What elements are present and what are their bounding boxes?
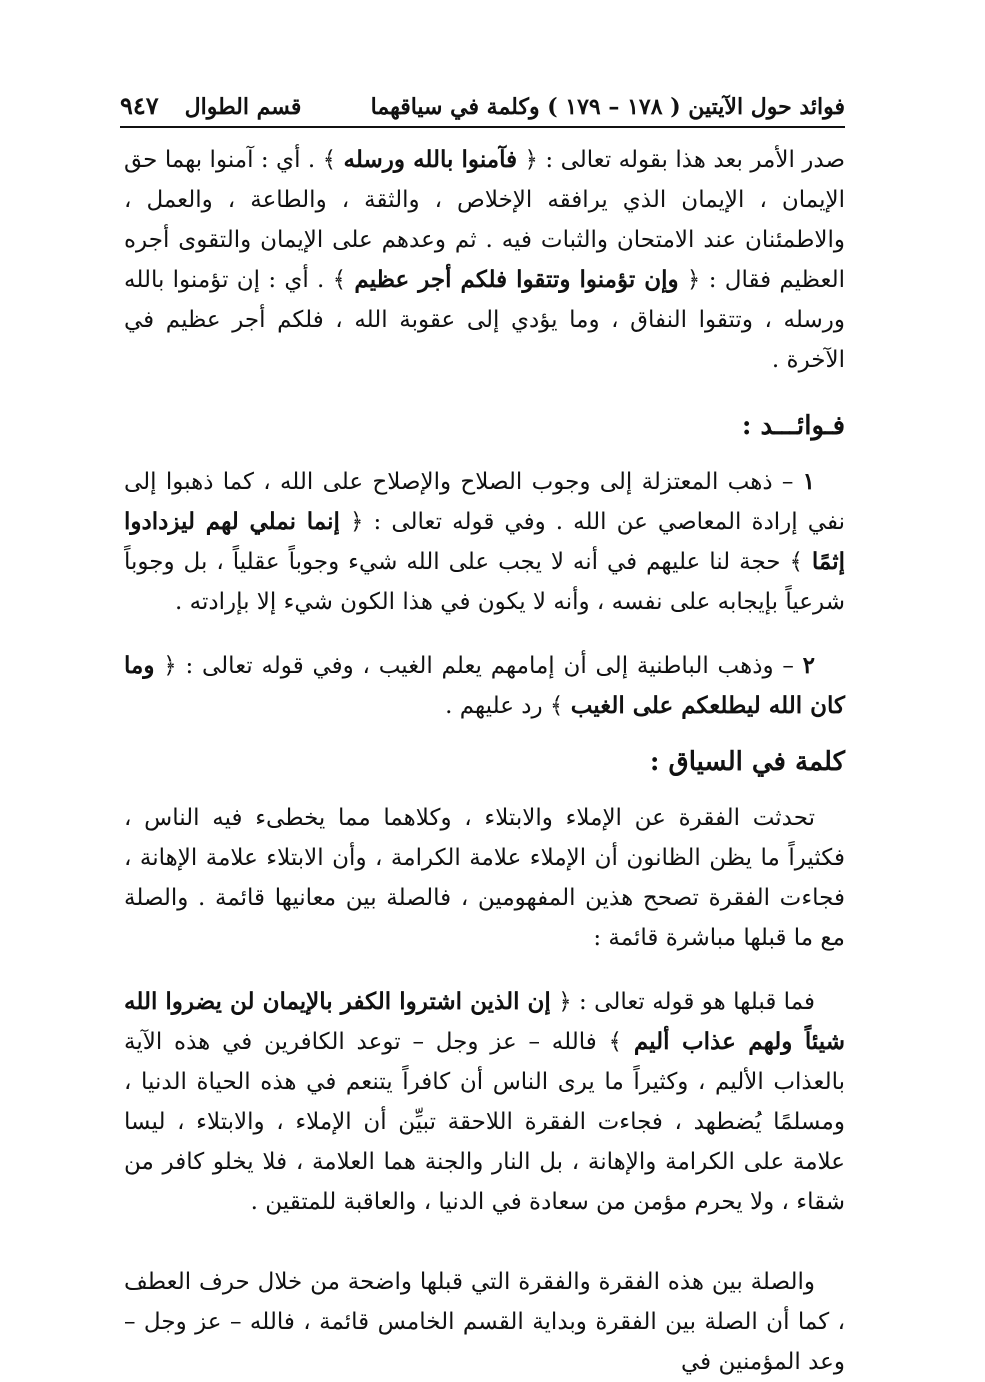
quran-quote: وإن تؤمنوا وتتقوا فلكم أجر عظيم xyxy=(354,266,679,293)
text-run: فما قبلها هو قوله تعالى : ﴿ xyxy=(550,989,815,1015)
heading-siyaq: كلمة في السياق : xyxy=(649,747,845,777)
quran-quote: إن الذين اشتروا الكفر بالإيمان لن يضروا الله شيئاً ولهم عذاب أليم xyxy=(124,988,845,1055)
context-paragraph-2 xyxy=(124,982,845,1222)
benefit-number: ٢ xyxy=(802,652,815,679)
context-paragraph-3: والصلة بين هذه الفقرة والفقرة التي قبلها واضحة من خلال حرف العطف ، كما أن الصلة بين الفقرة وبداية القسم الخامس قائمة ، فالله – عز وجل – وعد المؤمنين في xyxy=(124,1269,845,1375)
text-run: ﴾ . أي : إن تؤمنوا بالله ورسله ، وتتقوا النفاق ، وما يؤدي إلى عقوبة الله ، فلكم أجر عظيم في الآخرة . xyxy=(124,267,845,373)
page-body xyxy=(124,140,845,1382)
quran-quote: وما كان الله ليطلعكم على الغيب xyxy=(124,652,845,719)
running-title: فوائد حول الآيتين ( ١٧٨ – ١٧٩ ) وكلمة في سياقهما xyxy=(370,94,845,120)
quran-quote: فآمنوا بالله ورسله xyxy=(343,146,518,173)
header-rule xyxy=(120,126,845,128)
page-number: ٩٤٧ xyxy=(120,91,159,120)
section-name: قسم الطوال xyxy=(184,94,302,120)
heading-fawaid: فـوائـــد : xyxy=(741,411,845,441)
context-paragraph-1: تحدثت الفقرة عن الإملاء والابتلاء ، وكلاهما مما يخطىء فيه الناس ، فكثيراً ما يظن الظانون أن الإملاء علامة الكرامة ، وأن الابتلاء علامة الإهانة ، فجاءت الفقرة تصحح هذين المفهومين ، فالصلة بين معانيها قائمة . والصلة مع ما قبلها مباشرة قائمة : xyxy=(124,805,845,951)
paragraph-intro xyxy=(124,140,845,380)
quran-quote: إنما نملي لهم ليزدادوا إثمًا xyxy=(124,508,845,575)
text-run: ﴾ حجة لنا عليهم في أنه لا يجب على الله شيء وجوباً عقلياً ، بل وجوباً شرعياً بإيجابه على نفسه ، وأنه لا يكون في هذا الكون شيء إلا بإرادته . xyxy=(124,549,845,615)
benefit-number: ١ xyxy=(802,468,815,495)
text-run: – وذهب الباطنية إلى أن إمامهم يعلم الغيب ، وفي قوله تعالى : ﴿ xyxy=(154,653,803,679)
header-left-group xyxy=(120,91,301,120)
text-run: ﴾ رد عليهم . xyxy=(445,693,571,719)
text-run: صدر الأمر بعد هذا بقوله تعالى : ﴿ xyxy=(517,147,845,173)
benefit-1 xyxy=(124,462,845,622)
text-run: – ذهب المعتزلة إلى وجوب الصلاح والإصلاح على الله ، كما ذهبوا إلى نفي إرادة المعاصي عن الله . وفي قوله تعالى : ﴿ xyxy=(124,469,845,535)
page-header xyxy=(120,84,845,120)
text-run: ﴾ . أي : آمنوا بهما حق الإيمان ، الإيمان الذي يرافقه الإخلاص ، والثقة ، والطاعة ، والعمل ، والاطمئنان عند الامتحان والثبات فيه . ثم وعدهم على الإيمان والتقوى أجره العظيم فقال : ﴿ xyxy=(124,147,845,293)
text-run: ﴾ فالله – عز وجل – توعد الكافرين في هذه الآية بالعذاب الأليم ، وكثيراً ما يرى الناس أن كافراً يتنعم في هذه الحياة الدنيا ، ومسلمًا يُضطهد ، فجاءت الفقرة اللاحقة تبيِّن أن الإملاء ، والابتلاء ، ليسا علامة على الكرامة والإهانة ، بل النار والجنة هما العلامة ، فلا يخلو كافر من شقاء ، ولا يحرم مؤمن من سعادة في الدنيا ، والعاقبة للمتقين . xyxy=(124,1029,845,1215)
benefit-2 xyxy=(124,646,845,726)
